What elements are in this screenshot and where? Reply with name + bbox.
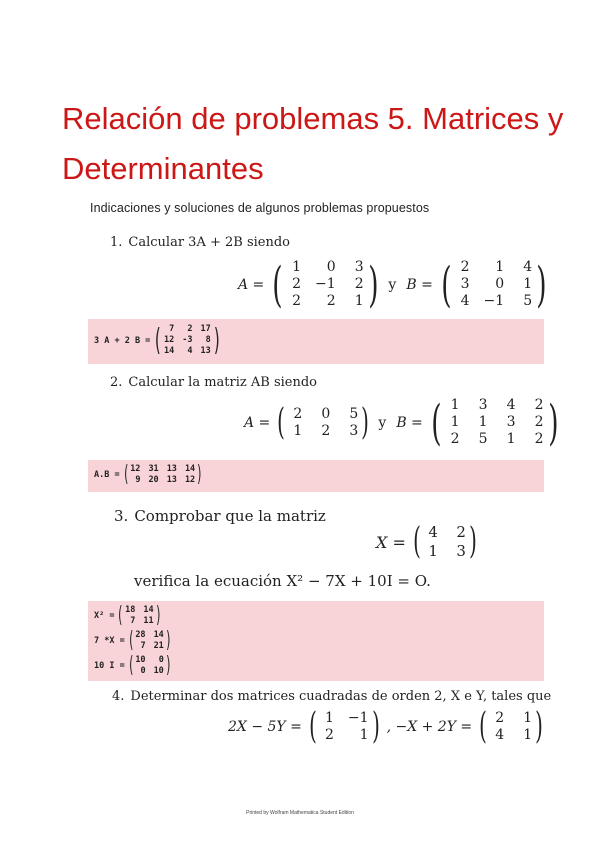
matrix-cell: 3 (354, 259, 364, 275)
equation-1-label: 2X − 5Y = (228, 719, 302, 735)
problem-1-equation: A = ( 1 0 3 2 −1 2 2 2 1 ) y B = ( 2 1 4 3 0 1 4 −1 5 ) (238, 256, 547, 313)
matrix-cell: 1 (354, 293, 364, 309)
matrix-cell: 2 (495, 710, 505, 726)
matrix-a-label: A = (244, 414, 271, 431)
page-title: Relación de problemas 5. Matrices y Determinantes (62, 101, 564, 186)
matrix-cell: 1 (324, 710, 334, 726)
matrix-cell: -3 (182, 335, 193, 345)
matrix-cell: −1 (347, 710, 369, 726)
matrix-cell: 10 (153, 666, 164, 676)
matrix-cell: 18 (125, 605, 136, 615)
matrix-cell: 0 (140, 666, 146, 676)
matrix-cell: 12 (184, 475, 196, 485)
matrix-cell: 2 (292, 276, 302, 292)
problem-1-statement (110, 235, 290, 250)
matrix-cell: 2 (292, 293, 302, 309)
conjunction: y (378, 414, 387, 431)
matrix-x (424, 523, 466, 561)
matrix-cell: 12 (130, 464, 141, 474)
problem-text: Calcular la matriz AB siendo (128, 375, 317, 390)
matrix-cell: 12 (164, 335, 175, 345)
matrix-cell: 7 (130, 616, 136, 626)
matrix-cell: 0 (326, 259, 336, 275)
matrix-cell: 13 (200, 346, 211, 356)
problem-2-equation: A = ( 2 0 5 1 2 3 ) y B = ( 1 3 4 2 1 1 3 2 2 5 1 2 ) (244, 394, 559, 451)
matrix-cell: 2 (354, 276, 364, 292)
matrix-cell: 10 (135, 655, 146, 665)
matrix-cell: 2 (187, 324, 193, 334)
output-label: X² = (94, 611, 115, 621)
matrix-cell: 1 (495, 259, 505, 275)
matrix-cell: 2 (321, 422, 331, 439)
matrix-cell: 14 (184, 464, 196, 474)
problem-4-statement (112, 689, 551, 704)
matrix-cell: 13 (166, 464, 177, 474)
problem-text: Determinar dos matrices cuadradas de orden 2, X e Y, tales que (130, 689, 552, 704)
matrix-cell: 2 (293, 405, 303, 422)
matrix-b-label: B = (396, 414, 423, 431)
matrix-x-label: X = (376, 532, 406, 552)
output-label: A.B = (94, 470, 120, 480)
matrix-cell: 28 (135, 630, 146, 640)
matrix-cell: 5 (478, 431, 488, 447)
problem-4-equation: 2X − 5Y = ( 1 −1 2 1 ) , −X + 2Y = ( 2 1 4 1 ) (228, 706, 544, 747)
matrix-cell: 14 (164, 346, 175, 356)
problem-number: 2. (110, 375, 123, 390)
matrix-cell: 4 (495, 727, 505, 743)
problem-3-statement (114, 507, 326, 525)
output-2-expression: A.B = ( 12 31 13 14 9 20 13 12 ) (94, 462, 202, 487)
problem-number: 3. (114, 507, 129, 525)
matrix-cell: 1 (523, 710, 533, 726)
output-1-expression: 3 A + 2 B = ( 7 2 17 12 -3 8 14 4 13 ) (94, 322, 220, 358)
matrix-cell: 1 (506, 431, 516, 447)
matrix-cell: 14 (153, 630, 164, 640)
matrix-cell: 1 (428, 542, 438, 560)
matrix-cell: 4 (428, 523, 438, 541)
matrix-cell: −1 (483, 293, 505, 309)
problem-number: 1. (110, 235, 123, 250)
matrix-cell: 3 (460, 276, 470, 292)
matrix-cell: 4 (523, 259, 533, 275)
matrix-a (287, 259, 364, 310)
matrix-cell: 2 (534, 414, 544, 430)
matrix-cell: 2 (324, 727, 334, 743)
matrix-cell: 3 (506, 414, 516, 430)
matrix-cell: 2 (534, 431, 544, 447)
matrix-cell: 0 (495, 276, 505, 292)
matrix-cell: 5 (349, 405, 359, 422)
matrix-cell: 17 (200, 324, 211, 334)
matrix-cell: 2 (450, 431, 460, 447)
matrix-cell: 8 (205, 335, 211, 345)
matrix-cell: 2 (456, 523, 466, 541)
output-cell-1 (88, 319, 544, 364)
matrix-cell: 1 (293, 422, 303, 439)
matrix-cell: 1 (450, 414, 460, 430)
subtitle: Indicaciones y soluciones de algunos problemas propuestos (90, 201, 430, 215)
output-3c-expression: 10 I = ( 10 0 0 10 ) (94, 653, 171, 678)
problem-3-equation-text: verifica la ecuación X² − 7X + 10I = O. (134, 572, 431, 590)
matrix-cell: 1 (478, 414, 488, 430)
output-matrix (135, 630, 164, 652)
output-3a-expression: X² = ( 18 14 7 11 ) (94, 603, 161, 628)
output-label: 3 A + 2 B = (94, 335, 151, 346)
problem-text: Comprobar que la matriz (134, 507, 326, 525)
matrix-b (446, 397, 544, 448)
matrix-cell: 4 (187, 346, 193, 356)
matrix-a (288, 406, 358, 440)
matrix-cell: 0 (321, 405, 331, 422)
output-matrix (130, 464, 195, 486)
matrix-cell: 21 (153, 641, 164, 651)
output-label: 7 *X = (94, 636, 125, 646)
matrix-cell: 1 (359, 727, 369, 743)
matrix-cell: 2 (534, 397, 544, 413)
output-label: 10 I = (94, 661, 125, 671)
matrix-cell: 11 (143, 616, 154, 626)
matrix-cell: 3 (478, 397, 488, 413)
output-matrix (135, 655, 164, 677)
matrix-cell: 14 (143, 605, 154, 615)
conjunction: y (388, 276, 397, 293)
matrix-cell: 31 (148, 464, 159, 474)
matrix-cell: 4 (460, 293, 470, 309)
matrix-a-label: A = (238, 276, 265, 293)
matrix-cell: 3 (349, 422, 359, 439)
output-matrix (125, 605, 154, 627)
matrix-cell: 3 (456, 542, 466, 560)
matrix-cell: 1 (450, 397, 460, 413)
output-cell-2 (88, 460, 544, 492)
matrix-cell: 7 (169, 324, 175, 334)
equation-2-label: , −X + 2Y = (386, 719, 473, 735)
matrix-cell: 9 (135, 475, 141, 485)
matrix-cell: 2 (460, 259, 470, 275)
output-matrix (164, 324, 211, 357)
matrix-cell: 1 (523, 727, 533, 743)
matrix-cell: 4 (506, 397, 516, 413)
output-cell-3 (88, 601, 544, 681)
matrix-1 (320, 710, 369, 744)
matrix-cell: 7 (140, 641, 146, 651)
matrix-b (456, 259, 533, 310)
matrix-cell: −1 (315, 276, 336, 292)
footer-note: Printed by Wolfram Mathematica Student Edition (246, 810, 354, 816)
output-3b-expression: 7 *X = ( 28 14 7 21 ) (94, 628, 171, 653)
matrix-cell: 5 (523, 293, 533, 309)
matrix-cell: 2 (326, 293, 336, 309)
problem-number: 4. (112, 689, 125, 704)
problem-3-matrix-x: X = ( 4 2 1 3 ) (376, 521, 477, 562)
matrix-b-label: B = (406, 276, 433, 293)
problem-text: Calcular 3A + 2B siendo (128, 235, 290, 250)
matrix-cell: 1 (292, 259, 302, 275)
matrix-cell: 20 (148, 475, 159, 485)
matrix-cell: 0 (158, 655, 164, 665)
matrix-cell: 1 (523, 276, 533, 292)
matrix-cell: 13 (166, 475, 177, 485)
problem-2-statement (110, 375, 317, 390)
matrix-2 (490, 710, 532, 744)
